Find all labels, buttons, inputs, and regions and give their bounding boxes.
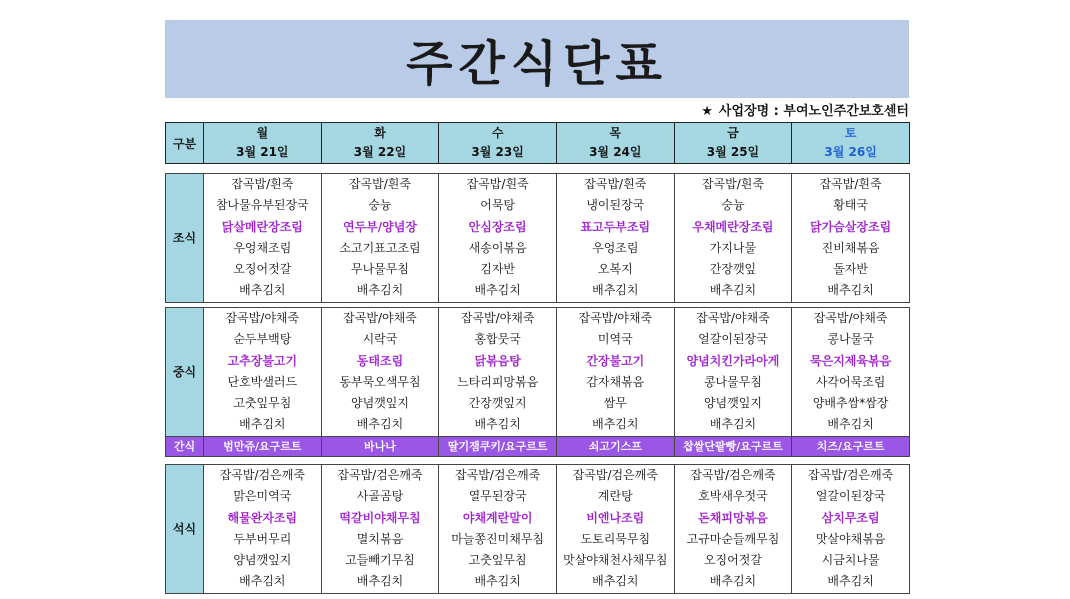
day-cell	[674, 174, 792, 303]
dish-item: 고규마순들깨무침	[686, 531, 780, 546]
dish-item: 고춧잎무침	[468, 553, 527, 568]
day-name: 수	[491, 126, 504, 140]
dish-item: 돌자반	[833, 262, 868, 277]
dish-item: 감자채볶음	[586, 374, 645, 389]
dish-item: 닭볶음탕	[474, 353, 521, 368]
dish-item: 콩나물국	[827, 332, 874, 347]
dish-item: 배추김치	[356, 574, 404, 589]
dish-item: 배추김치	[239, 574, 286, 589]
dish-item: 양배추쌈*쌈장	[812, 396, 889, 411]
dish-item: 냉이된장국	[586, 198, 645, 213]
day-cell	[439, 308, 557, 437]
dish-item: 단호박샐러드	[227, 374, 298, 389]
dish-item: 동부묵오색무침	[339, 374, 421, 389]
dish-item: 잡곡밥/야채죽	[460, 311, 535, 325]
dish-item: 고들빼기무침	[345, 553, 415, 568]
dish-item: 황태국	[833, 198, 868, 213]
dish-item: 배추김치	[474, 283, 521, 298]
dinner-table	[165, 464, 910, 594]
day-date: 3월 26일	[824, 145, 877, 159]
dish-item: 멸치볶음	[356, 531, 404, 546]
dish-item: 잡곡밥/검은깨죽	[808, 468, 894, 482]
snack-item: 딸기잼쿠키/요구르트	[439, 436, 557, 456]
dish-item: 떡갈비야채무침	[339, 510, 421, 525]
dish-item: 배추김치	[239, 417, 286, 432]
dish-item: 쌈무	[603, 396, 627, 411]
dish-item: 동태조림	[356, 353, 404, 368]
dish-item: 잡곡밥/검은깨죽	[337, 468, 423, 482]
dish-item: 닭가슴살장조림	[810, 219, 892, 234]
dish-item: 잡곡밥/야채죽	[696, 311, 770, 325]
dish-item: 진비채볶음	[821, 240, 880, 255]
dish-item: 잡곡밥/검은깨죽	[455, 468, 541, 482]
dish-item: 얼갈이된장국	[698, 332, 768, 347]
day-date: 3월 21일	[236, 145, 289, 159]
dish-item: 두부버무리	[233, 531, 292, 546]
dish-item: 잡곡밥/검은깨죽	[219, 468, 305, 482]
dish-item: 배추김치	[709, 283, 757, 298]
day-name: 토	[844, 126, 857, 140]
dish-item: 도토리묵무침	[580, 531, 651, 546]
day-cell	[674, 465, 792, 594]
dish-item: 숭늉	[721, 198, 745, 213]
dish-item: 오복지	[597, 262, 633, 277]
dish-item: 잡곡밥/야채죽	[813, 311, 888, 325]
dish-item: 양념치킨가라아게	[686, 353, 780, 368]
snack-item: 쇠고기스프	[556, 436, 674, 456]
dish-item: 양념깻잎지	[351, 396, 409, 411]
dish-item: 맛살야채볶음	[815, 531, 886, 546]
dish-item: 배추김치	[592, 417, 639, 432]
dish-item: 연두부/양념장	[343, 219, 417, 234]
dish-item: 우채메란장조림	[692, 219, 774, 234]
dish-item: 김자반	[480, 262, 516, 277]
dish-item: 잡곡밥/검은깨죽	[690, 468, 776, 482]
dish-item: 삼치무조림	[821, 510, 880, 525]
day-cell	[321, 465, 439, 594]
day-date: 3월 22일	[353, 145, 407, 159]
day-cell	[556, 174, 674, 303]
day-name: 목	[609, 126, 622, 140]
dish-item: 얼갈이된장국	[815, 489, 886, 504]
header-label: 구분	[166, 123, 204, 164]
dish-item: 소고기표고조림	[339, 240, 421, 255]
dish-item: 잡곡밥/흰죽	[584, 177, 647, 191]
lunch-table	[165, 307, 910, 457]
dish-item: 배추김치	[709, 417, 757, 432]
dish-item: 배추김치	[592, 574, 639, 589]
dish-item: 계란탕	[597, 489, 633, 504]
dish-item: 배추김치	[827, 283, 874, 298]
day-date: 3월 25일	[706, 145, 760, 159]
day-date: 3월 23일	[471, 145, 524, 159]
header-day-mon	[204, 123, 322, 164]
snack-item: 찹쌀단팥빵/요구르트	[674, 436, 792, 456]
day-cell	[204, 465, 322, 594]
star-icon: ★	[701, 104, 713, 119]
dish-item: 간장깻잎지	[468, 396, 527, 411]
dish-item: 가지나물	[709, 240, 757, 255]
day-cell	[204, 174, 322, 303]
dish-item: 고춧잎무침	[233, 396, 292, 411]
dish-item: 안심장조림	[468, 219, 527, 234]
dish-item: 양념깻잎지	[233, 553, 292, 568]
dish-item: 참나물유부된장국	[215, 198, 309, 213]
day-date: 3월 24일	[589, 145, 642, 159]
dish-item: 고추장불고기	[227, 353, 298, 368]
dish-item: 배추김치	[827, 417, 874, 432]
dish-item: 순두부백탕	[233, 332, 292, 347]
meal-label: 석식	[166, 465, 204, 594]
dish-item: 배추김치	[474, 417, 521, 432]
dish-item: 돈채피망볶음	[698, 510, 768, 525]
header-day-tue	[321, 123, 439, 164]
dish-item: 표고두부조림	[580, 219, 651, 234]
dish-item: 닭살메란장조림	[221, 219, 303, 234]
dish-item: 배추김치	[709, 574, 757, 589]
day-name: 화	[374, 126, 386, 140]
organization-label: 사업장명 : 부여노인주간보호센터	[718, 104, 909, 119]
day-name: 월	[256, 126, 269, 140]
day-cell	[792, 465, 910, 594]
day-cell	[792, 174, 910, 303]
dish-item: 잡곡밥/야채죽	[343, 311, 417, 325]
dish-item: 잡곡밥/야채죽	[225, 311, 300, 325]
dish-item: 잡곡밥/흰죽	[466, 177, 529, 191]
snack-label: 간식	[166, 436, 204, 456]
dish-item: 시금치나물	[821, 553, 880, 568]
dish-item: 우엉채조림	[233, 240, 292, 255]
dish-item: 야채계란말이	[462, 510, 533, 525]
dish-item: 호박새우젓국	[698, 489, 768, 504]
dish-item: 양념깻잎지	[703, 396, 762, 411]
dish-item: 간장깻잎	[709, 262, 757, 277]
dish-item: 시락국	[362, 332, 398, 347]
header-day-wed	[439, 123, 557, 164]
snack-item: 범만쥬/요구르트	[204, 436, 322, 456]
dish-item: 배추김치	[356, 417, 404, 432]
day-cell	[792, 308, 910, 437]
dish-item: 해물완자조림	[227, 510, 298, 525]
dish-item: 무나물무침	[351, 262, 409, 277]
dish-item: 숭늉	[368, 198, 392, 213]
snack-item: 바나나	[321, 436, 439, 456]
dish-item: 맛살야채천사채무침	[563, 553, 668, 568]
title-banner	[165, 20, 909, 98]
day-cell	[556, 465, 674, 594]
dish-item: 새송이볶음	[468, 240, 527, 255]
dish-item: 오징어젓갈	[233, 262, 292, 277]
dish-item: 느타리피망볶음	[457, 374, 539, 389]
dish-item: 잡곡밥/검은깨죽	[572, 468, 658, 482]
day-cell	[556, 308, 674, 437]
dish-item: 묵은지제육볶음	[810, 353, 892, 368]
dish-item: 마늘쫑진미채무침	[451, 531, 545, 546]
header-day-thu	[556, 123, 674, 164]
dish-item: 어묵탕	[480, 198, 516, 213]
day-cell	[439, 174, 557, 303]
dish-item: 배추김치	[356, 283, 404, 298]
day-name: 금	[727, 126, 739, 140]
organization-name	[600, 100, 909, 119]
dish-item: 오징어젓갈	[703, 553, 762, 568]
dish-item: 홍합뭇국	[474, 332, 521, 347]
dish-item: 비엔나조림	[586, 510, 645, 525]
dish-item: 콩나물무침	[703, 374, 762, 389]
dish-item: 잡곡밥/흰죽	[348, 177, 411, 191]
dish-item: 배추김치	[592, 283, 639, 298]
day-cell	[321, 308, 439, 437]
dish-item: 우엉조림	[592, 240, 639, 255]
header-day-sat	[792, 123, 910, 164]
dish-item: 열무된장국	[468, 489, 527, 504]
meal-label: 조식	[166, 174, 204, 303]
day-cell	[204, 308, 322, 437]
dish-item: 사각어묵조림	[815, 374, 886, 389]
dish-item: 간장불고기	[586, 353, 645, 368]
day-cell	[674, 308, 792, 437]
dish-item: 잡곡밥/야채죽	[578, 311, 653, 325]
dish-item: 잡곡밥/흰죽	[819, 177, 882, 191]
header-day-fri	[674, 123, 792, 164]
snack-item: 치즈/요구르트	[792, 436, 910, 456]
dish-item: 미역국	[597, 332, 633, 347]
meal-label: 중식	[166, 308, 204, 437]
day-cell	[321, 174, 439, 303]
dish-item: 맑은미역국	[233, 489, 292, 504]
day-cell	[439, 465, 557, 594]
page-title: 주간식단표	[406, 35, 668, 92]
dish-item: 배추김치	[474, 574, 521, 589]
dish-item: 배추김치	[827, 574, 874, 589]
dish-item: 배추김치	[239, 283, 286, 298]
breakfast-table	[165, 173, 910, 303]
dish-item: 잡곡밥/흰죽	[231, 177, 294, 191]
menu-header-table	[165, 122, 910, 164]
dish-item: 잡곡밥/흰죽	[701, 177, 764, 191]
dish-item: 사골곰탕	[356, 489, 404, 504]
